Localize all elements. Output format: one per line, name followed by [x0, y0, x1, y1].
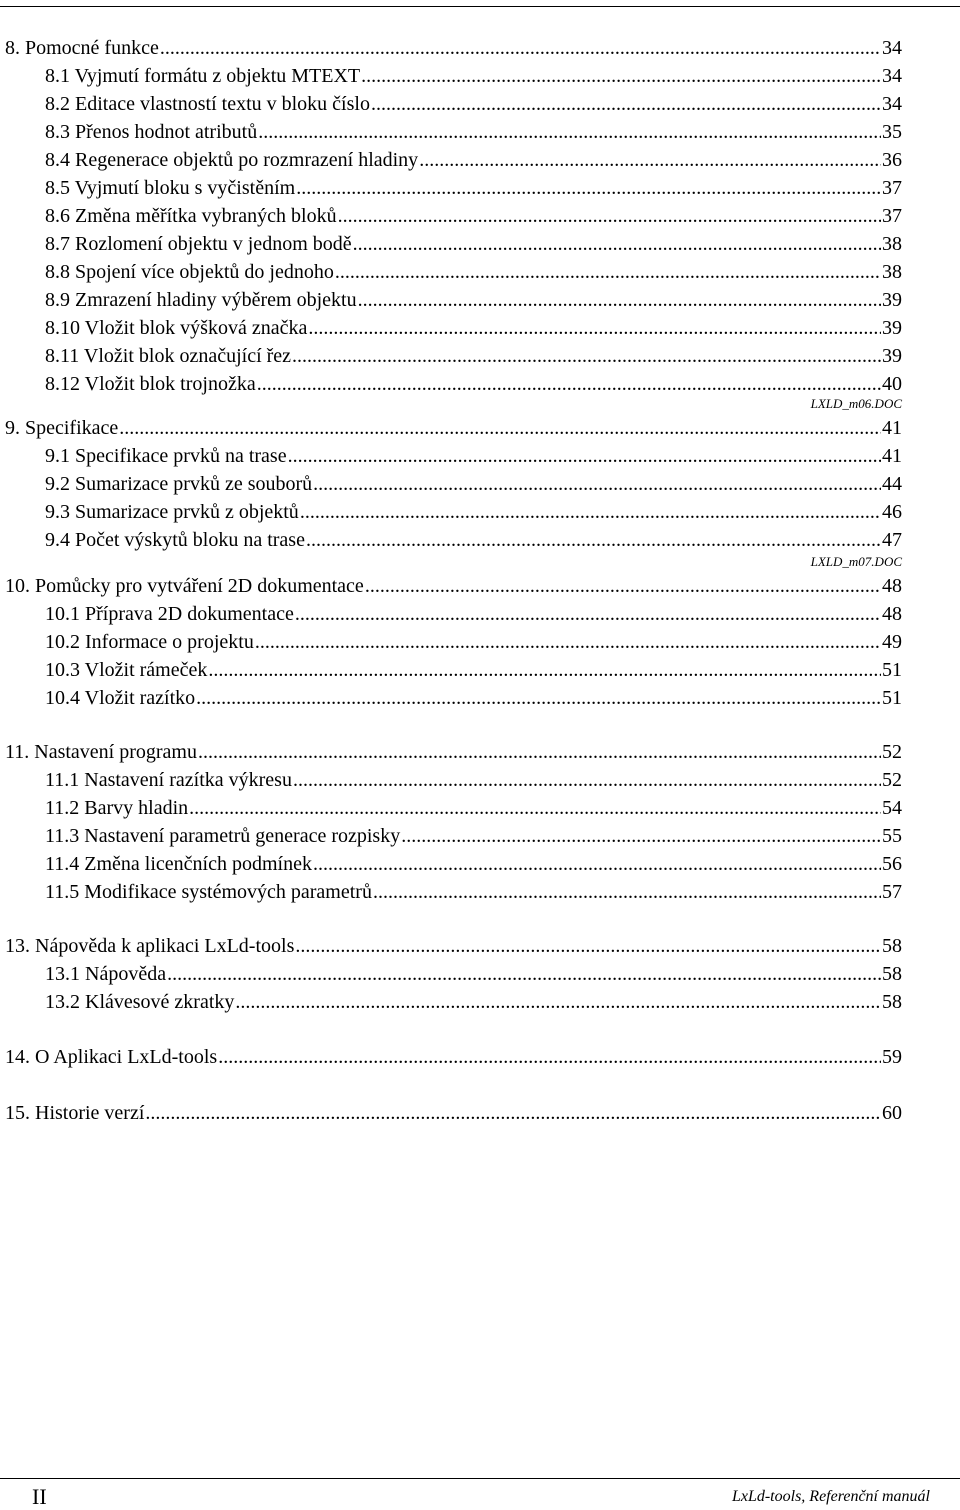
toc-entry-page: 59	[882, 1046, 902, 1068]
toc-entry-title: 8. Pomocné funkce	[5, 37, 159, 59]
document-reference: LXLD_m06.DOC	[810, 396, 902, 411]
toc-entry[interactable]	[0, 118, 902, 146]
toc-entry[interactable]	[0, 988, 902, 1016]
toc-entry[interactable]	[0, 470, 902, 498]
toc-entry-page: 58	[882, 991, 902, 1013]
toc-entry-page: 54	[882, 797, 902, 819]
toc-entry-page: 38	[882, 233, 902, 255]
toc-entry-page: 39	[882, 345, 902, 367]
toc-entry[interactable]	[0, 342, 902, 370]
toc-entry-title: 9.1 Specifikace prvků na trase	[45, 445, 287, 467]
toc-leader-dots	[160, 34, 881, 62]
toc-leader-dots	[338, 202, 881, 230]
toc-entry[interactable]	[0, 684, 902, 712]
toc-leader-dots	[167, 960, 881, 988]
toc-entry[interactable]	[0, 202, 902, 230]
toc-entry-title: 11.3 Nastavení parametrů generace rozpisky	[45, 825, 401, 847]
toc-leader-dots	[361, 62, 881, 90]
toc-entry[interactable]	[0, 286, 902, 314]
toc-entry-page: 39	[882, 317, 902, 339]
toc-entry-title: 8.10 Vložit blok výšková značka	[45, 317, 308, 339]
toc-entry[interactable]	[0, 314, 902, 342]
toc-entry[interactable]	[0, 766, 902, 794]
toc-leader-dots	[353, 230, 881, 258]
toc-entry-page: 52	[882, 741, 902, 763]
toc-entry-page: 40	[882, 373, 902, 395]
toc-entry-title: 10.1 Příprava 2D dokumentace	[45, 603, 294, 625]
toc-leader-dots	[292, 342, 881, 370]
toc-entry[interactable]	[0, 370, 902, 398]
toc-entry-title: 8.5 Vyjmutí bloku s vyčistěním	[45, 177, 296, 199]
toc-entry[interactable]	[0, 174, 902, 202]
toc-entry[interactable]	[0, 1043, 902, 1071]
toc-entry-page: 37	[882, 177, 902, 199]
toc-entry[interactable]	[0, 960, 902, 988]
toc-leader-dots	[296, 174, 881, 202]
footer-rule	[0, 1478, 960, 1479]
toc-leader-dots	[189, 794, 881, 822]
toc-leader-dots	[218, 1043, 881, 1071]
toc-entry[interactable]	[0, 230, 902, 258]
toc-leader-dots	[306, 526, 881, 554]
toc-entry[interactable]	[0, 850, 902, 878]
toc-leader-dots	[235, 988, 881, 1016]
toc-entry-title: 13.2 Klávesové zkratky	[45, 991, 235, 1013]
toc-entry-page: 38	[882, 261, 902, 283]
toc-leader-dots	[295, 932, 881, 960]
toc-entry-title: 13. Nápověda k aplikaci LxLd-tools	[5, 935, 295, 957]
toc-entry-page: 56	[882, 853, 902, 875]
toc-entry-page: 58	[882, 935, 902, 957]
toc-entry[interactable]	[0, 34, 902, 62]
toc-entry-page: 41	[882, 417, 902, 439]
toc-entry-title: 13.1 Nápověda	[45, 963, 167, 985]
toc-entry-title: 9.3 Sumarizace prvků z objektů	[45, 501, 299, 523]
toc-leader-dots	[145, 1099, 881, 1127]
toc-leader-dots	[335, 258, 881, 286]
toc-entry-title: 10. Pomůcky pro vytváření 2D dokumentace	[5, 575, 364, 597]
toc-entry-page: 48	[882, 575, 902, 597]
toc-entry[interactable]	[0, 628, 902, 656]
toc-entry-page: 48	[882, 603, 902, 625]
toc-leader-dots	[198, 738, 881, 766]
toc-entry-page: 34	[882, 93, 902, 115]
toc-entry[interactable]	[0, 600, 902, 628]
toc-leader-dots	[293, 766, 881, 794]
toc-entry-page: 34	[882, 37, 902, 59]
page-number: II	[32, 1484, 47, 1509]
toc-entry-page: 47	[882, 529, 902, 551]
toc-entry-page: 34	[882, 65, 902, 87]
toc-entry[interactable]	[0, 526, 902, 554]
toc-entry-page: 58	[882, 963, 902, 985]
toc-entry-page: 46	[882, 501, 902, 523]
toc-leader-dots	[313, 850, 881, 878]
toc-entry-page: 52	[882, 769, 902, 791]
toc-leader-dots	[196, 684, 881, 712]
toc-leader-dots	[208, 656, 881, 684]
toc-entry-title: 8.6 Změna měřítka vybraných bloků	[45, 205, 337, 227]
toc-entry[interactable]	[0, 498, 902, 526]
toc-entry-page: 37	[882, 205, 902, 227]
toc-entry-title: 11.2 Barvy hladin	[45, 797, 189, 819]
document-reference: LXLD_m07.DOC	[810, 554, 902, 569]
toc-entry-page: 41	[882, 445, 902, 467]
toc-entry-title: 9.4 Počet výskytů bloku na trase	[45, 529, 305, 551]
toc-entry-page: 55	[882, 825, 902, 847]
toc-entry-title: 11.1 Nastavení razítka výkresu	[45, 769, 292, 791]
toc-entry-title: 8.12 Vložit blok trojnožka	[45, 373, 256, 395]
toc-leader-dots	[313, 470, 881, 498]
toc-entry-page: 39	[882, 289, 902, 311]
toc-entry-title: 10.3 Vložit rámeček	[45, 659, 208, 681]
toc-entry-title: 9.2 Sumarizace prvků ze souborů	[45, 473, 313, 495]
toc-leader-dots	[373, 878, 881, 906]
toc-entry-page: 51	[882, 659, 902, 681]
toc-leader-dots	[308, 314, 881, 342]
toc-leader-dots	[358, 286, 881, 314]
toc-leader-dots	[255, 628, 881, 656]
toc-entry-page: 36	[882, 149, 902, 171]
toc-leader-dots	[401, 822, 881, 850]
toc-entry[interactable]	[0, 442, 902, 470]
toc-leader-dots	[419, 146, 881, 174]
toc-entry-page: 49	[882, 631, 902, 653]
toc-entry[interactable]	[0, 878, 902, 906]
header-rule	[0, 6, 960, 7]
toc-entry-page: 57	[882, 881, 902, 903]
toc-leader-dots	[258, 118, 881, 146]
toc-entry[interactable]	[0, 738, 902, 766]
toc-leader-dots	[365, 572, 881, 600]
toc-entry-title: 10.2 Informace o projektu	[45, 631, 254, 653]
toc-entry-title: 15. Historie verzí	[5, 1102, 145, 1124]
toc-entry[interactable]	[0, 146, 902, 174]
toc-entry-page: 35	[882, 121, 902, 143]
toc-entry-title: 8.9 Zmrazení hladiny výběrem objektu	[45, 289, 357, 311]
toc-entry-title: 8.3 Přenos hodnot atributů	[45, 121, 258, 143]
toc-entry-title: 8.8 Spojení více objektů do jednoho	[45, 261, 334, 283]
toc-entry[interactable]	[0, 794, 902, 822]
toc-entry[interactable]	[0, 822, 902, 850]
toc-entry-title: 8.11 Vložit blok označující řez	[45, 345, 292, 367]
toc-entry-page: 60	[882, 1102, 902, 1124]
toc-entry[interactable]	[0, 414, 902, 442]
toc-entry-title: 11.4 Změna licenčních podmínek	[45, 853, 312, 875]
toc-leader-dots	[371, 90, 881, 118]
toc-leader-dots	[119, 414, 881, 442]
toc-leader-dots	[295, 600, 881, 628]
toc-entry[interactable]	[0, 656, 902, 684]
toc-leader-dots	[300, 498, 881, 526]
toc-entry-title: 8.4 Regenerace objektů po rozmrazení hladiny	[45, 149, 419, 171]
toc-entry-title: 14. O Aplikaci LxLd-tools	[5, 1046, 218, 1068]
toc-entry-title: 9. Specifikace	[5, 417, 119, 439]
toc-leader-dots	[288, 442, 881, 470]
toc-entry[interactable]	[0, 1099, 902, 1127]
toc-entry[interactable]	[0, 90, 902, 118]
toc-entry-title: 8.2 Editace vlastností textu v bloku číslo	[45, 93, 370, 115]
footer-document-title: LxLd-tools, Referenční manuál	[731, 1488, 930, 1505]
toc-entry-title: 11. Nastavení programu	[5, 741, 197, 763]
toc-entry-title: 10.4 Vložit razítko	[45, 687, 196, 709]
toc-entry-title: 11.5 Modifikace systémových parametrů	[45, 881, 372, 903]
toc-entry-title: 8.7 Rozlomení objektu v jednom bodě	[45, 233, 352, 255]
toc-entry[interactable]	[0, 62, 902, 90]
toc-entry-page: 44	[882, 473, 902, 495]
toc-entry[interactable]	[0, 572, 902, 600]
toc-entry-page: 51	[882, 687, 902, 709]
toc-entry-title: 8.1 Vyjmutí formátu z objektu MTEXT	[45, 65, 361, 87]
toc-leader-dots	[257, 370, 881, 398]
toc-entry[interactable]	[0, 258, 902, 286]
toc-entry[interactable]	[0, 932, 902, 960]
